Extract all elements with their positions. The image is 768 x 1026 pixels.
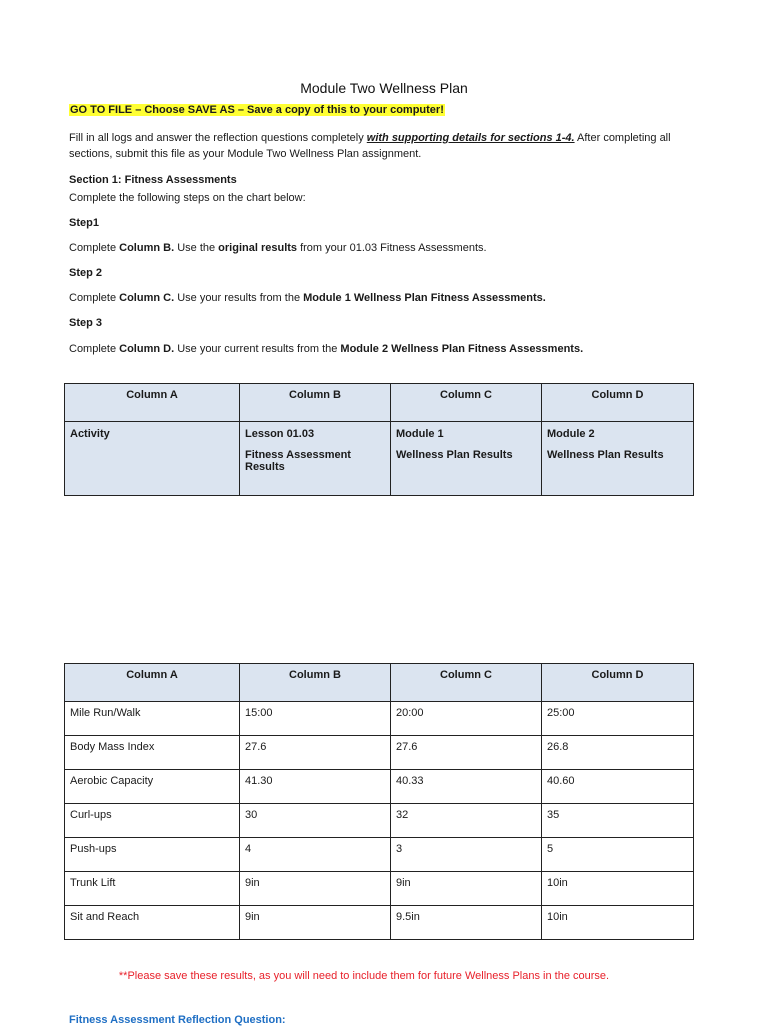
header-column-a: Column A: [65, 384, 240, 422]
cell-line2: Wellness Plan Results: [547, 449, 664, 461]
cell-module1[interactable]: [391, 422, 542, 496]
step1-text: [69, 240, 487, 256]
table-row: [65, 906, 694, 940]
step3-label: Step 3: [69, 317, 103, 329]
step1-pre: Complete: [69, 242, 120, 254]
save-instruction-text: GO TO FILE – Choose SAVE AS – Save a copy of this to your computer!: [70, 104, 444, 116]
intro-paragraph: [69, 130, 709, 162]
table-header-row: [65, 384, 694, 422]
section1-instruction: Complete the following steps on the chart below:: [69, 192, 306, 204]
step3-mid: Use your current results from the: [174, 343, 341, 355]
cell-value[interactable]: 30: [240, 804, 391, 838]
cell-lesson[interactable]: [240, 422, 391, 496]
cell-value[interactable]: 9in: [240, 906, 391, 940]
cell-value[interactable]: 40.60: [542, 770, 694, 804]
cell-value[interactable]: 10in: [542, 906, 694, 940]
intro-text-start: Fill in all logs and answer the reflection questions completely: [69, 132, 367, 144]
step1-post: from your 01.03 Fitness Assessments.: [297, 242, 487, 254]
table-row: [65, 702, 694, 736]
cell-value[interactable]: 25:00: [542, 702, 694, 736]
cell-value[interactable]: 3: [391, 838, 542, 872]
header-column-c: Column C: [391, 384, 542, 422]
step2-text: [69, 290, 546, 306]
cell-activity[interactable]: [65, 422, 240, 496]
cell-module2[interactable]: [542, 422, 694, 496]
fitness-results-table: [64, 663, 694, 940]
step3-key: Module 2 Wellness Plan Fitness Assessments.: [340, 343, 584, 355]
intro-text-end: After completing all sections, submit this file as your Module Two Wellness Plan assignment.: [69, 132, 671, 160]
step3-text: [69, 341, 583, 357]
table-row: [65, 838, 694, 872]
cell-value[interactable]: 27.6: [240, 736, 391, 770]
cell-activity[interactable]: Push-ups: [65, 838, 240, 872]
cell-value[interactable]: 27.6: [391, 736, 542, 770]
table-header-row: [65, 664, 694, 702]
cell-value[interactable]: 9in: [391, 872, 542, 906]
cell-activity[interactable]: Curl-ups: [65, 804, 240, 838]
cell-value[interactable]: 20:00: [391, 702, 542, 736]
intro-emphasis: with supporting details for sections 1-4.: [366, 132, 575, 144]
step3-pre: Complete: [69, 343, 120, 355]
cell-line1: Activity: [70, 428, 110, 440]
cell-value[interactable]: 35: [542, 804, 694, 838]
save-instruction: [69, 104, 445, 116]
step2-column: Column C.: [119, 292, 175, 304]
cell-activity[interactable]: Trunk Lift: [65, 872, 240, 906]
cell-value[interactable]: 10in: [542, 872, 694, 906]
header-column-d: Column D: [542, 384, 694, 422]
cell-line1: Module 2: [547, 428, 595, 440]
cell-value[interactable]: 9in: [240, 872, 391, 906]
step2-pre: Complete: [69, 292, 120, 304]
cell-value[interactable]: 15:00: [240, 702, 391, 736]
cell-activity[interactable]: Body Mass Index: [65, 736, 240, 770]
cell-line2: Fitness Assessment Results: [245, 449, 351, 473]
page-title: Module Two Wellness Plan: [300, 80, 468, 96]
cell-value[interactable]: 5: [542, 838, 694, 872]
table-row: [65, 804, 694, 838]
step3-column: Column D.: [119, 343, 175, 355]
cell-activity[interactable]: Aerobic Capacity: [65, 770, 240, 804]
table-row: [65, 872, 694, 906]
cell-activity[interactable]: Sit and Reach: [65, 906, 240, 940]
step1-mid: Use the: [174, 242, 219, 254]
reflection-heading: Fitness Assessment Reflection Question:: [69, 1014, 286, 1026]
cell-value[interactable]: 26.8: [542, 736, 694, 770]
cell-line2: Wellness Plan Results: [396, 449, 513, 461]
header-column-d: Column D: [542, 664, 694, 702]
cell-line1: Lesson 01.03: [245, 428, 315, 440]
save-results-note: **Please save these results, as you will need to include them for future Wellness Plans in the course.: [118, 970, 610, 982]
step1-key: original results: [218, 242, 298, 254]
step1-column: Column B.: [119, 242, 175, 254]
header-column-b: Column B: [240, 664, 391, 702]
header-column-a: Column A: [65, 664, 240, 702]
table-row: [65, 736, 694, 770]
step2-mid: Use your results from the: [174, 292, 304, 304]
table-row: [65, 422, 694, 496]
cell-activity[interactable]: Mile Run/Walk: [65, 702, 240, 736]
cell-value[interactable]: 4: [240, 838, 391, 872]
cell-value[interactable]: 41.30: [240, 770, 391, 804]
step1-label: Step1: [69, 217, 99, 229]
cell-value[interactable]: 40.33: [391, 770, 542, 804]
step2-label: Step 2: [69, 267, 103, 279]
column-definitions-table: [64, 383, 694, 496]
header-column-c: Column C: [391, 664, 542, 702]
section1-heading: Section 1: Fitness Assessments: [69, 174, 237, 186]
cell-line1: Module 1: [396, 428, 444, 440]
step2-key: Module 1 Wellness Plan Fitness Assessments.: [303, 292, 546, 304]
header-column-b: Column B: [240, 384, 391, 422]
table-row: [65, 770, 694, 804]
cell-value[interactable]: 9.5in: [391, 906, 542, 940]
cell-value[interactable]: 32: [391, 804, 542, 838]
